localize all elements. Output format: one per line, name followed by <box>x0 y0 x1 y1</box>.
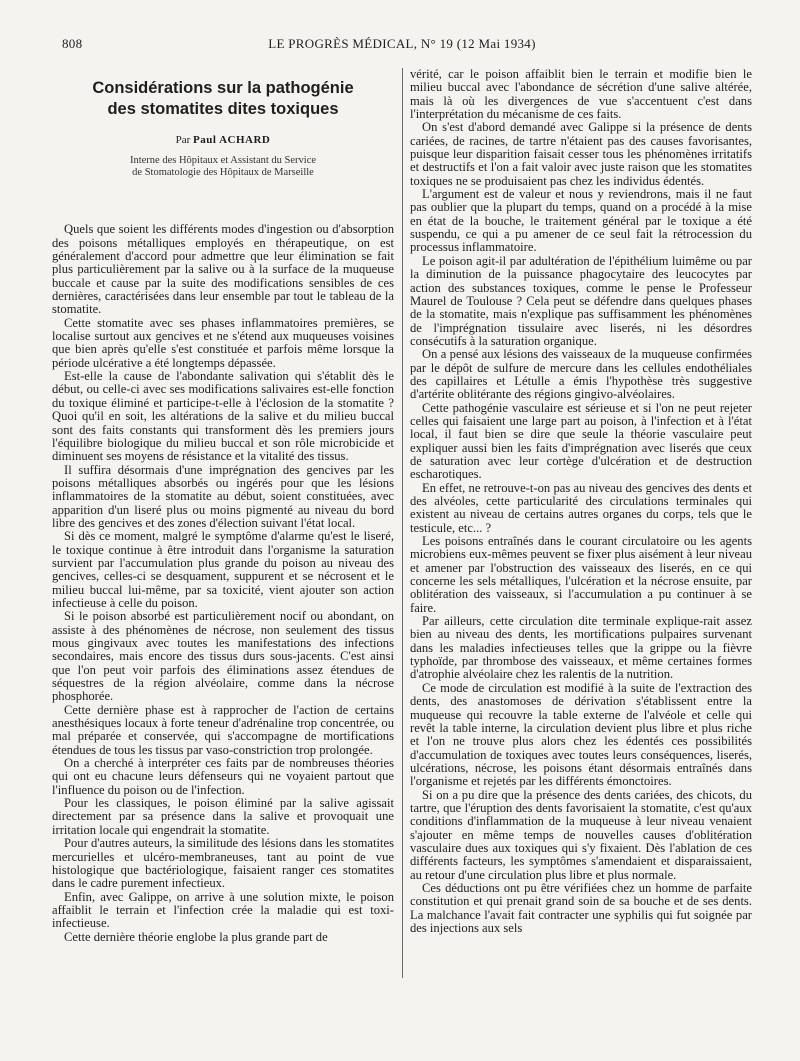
paragraph: Le poison agit-il par adultération de l'épithélium luimême ou par la diminution de la puissance phagocytaire des leucocytes par action des substances toxiques, comme le pense le Professeur Maurel de Toulouse ? Cela peut se défendre dans quelques phases de la stomatite, mais n'explique pas suffisamment les phénomènes de l'imprégnation tissulaire avec liserés, ni les désordres consécutifs à la saturation organique. <box>410 253 752 348</box>
paragraph: Si le poison absorbé est particulièrement nocif ou abondant, on assiste à des phénomènes de nécrose, non seulement des tissus mous gingivaux avec toutes les manifestations des infections secondaires, mais encore des tissus durs sous-jacents. C'est ainsi que l'on peut voir parfois des éliminations assez étendues de séquestres de la région alvéolaire, comme dans la nécrose phosphorée. <box>52 609 394 704</box>
paragraph: Les poisons entraînés dans le courant circulatoire ou les agents microbiens eux-mêmes peuvent se fixer plus aisément à leur niveau et amener par l'obstruction des vaisseaux des liserés, en ce qui concerne les sels métalliques, l'ulcération et la nécrose ensuite, par oblitération des vaisseaux, si l'accumulation a pu continuer à se faire. <box>410 534 752 615</box>
paragraph: Ces déductions ont pu être vérifiées chez un homme de parfaite constitution et qui prenait grand soin de sa bouche et de ses dents. La malchance l'avait fait contracter une syphilis qui fut soignée par des injections aux sels <box>410 880 752 935</box>
affiliation-line-2: de Stomatologie des Hôpitaux de Marseille <box>132 167 314 179</box>
paragraph: Cette dernière théorie englobe la plus grande part de <box>64 929 328 944</box>
paragraph: On a cherché à interpréter ces faits par de nombreuses théories qui ont eu chacune leurs défenseurs qui ne voyaient partout que l'influence du poison ou de l'infection. <box>52 756 394 797</box>
byline-prefix: Par <box>175 134 191 146</box>
right-column <box>410 68 752 935</box>
article-title-line-1: Considérations sur la pathogénie <box>92 79 354 97</box>
paragraph: Il suffira désormais d'une imprégnation des gencives par les poisons métalliques absorbés ou ingérés pour que les lésions inflammatoires de la stomatite au début, soient constituées, avec apparition d'un liseré plus ou moins pigmenté au niveau du bord libre des gencives et des zones d'élection suivant l'état local. <box>52 462 394 530</box>
paragraph: Cette pathogénie vasculaire est sérieuse et si l'on ne peut rejeter celles qui faisaient une large part au poison, à l'infection et à l'état local, il faut bien se dire que seule la théorie vasculaire peut expliquer aussi bien les faits d'imprégnation avec liserés que ceux de saturation avec leur cortège d'ulcération et de destruction escharotiques. <box>410 400 752 482</box>
paragraph: On a pensé aux lésions des vaisseaux de la muqueuse confirmées par le dépôt de sulfure de mercure dans les cellules endothéliales des capillaires et Létulle a émis l'hypothèse très suggestive d'artérite oblitérante des régions gingivo-alvéolaires. <box>410 347 752 402</box>
paragraph: Cette dernière phase est à rapprocher de l'action de certains anesthésiques locaux à forte teneur d'adrénaline trop concentrée, ou mal préparée et conservée, qui s'accompagne de mortifications étendues de tous les tissus par vaso-constriction trop prolongée. <box>52 702 394 757</box>
page-number: 808 <box>62 36 83 51</box>
paragraph: Pour les classiques, le poison éliminé par la salive agissait directement par sa présence dans la salive et provoquait une irritation locale qui engendrait la stomatite. <box>52 796 394 837</box>
paragraph: Enfin, avec Galippe, on arrive à une solution mixte, le poison affaiblit le terrain et l'infection crée la maladie qui est toxi-infectieuse. <box>52 889 394 931</box>
paragraph: Si dès ce moment, malgré le symptôme d'alarme qu'est le liseré, le toxique continue à être introduit dans l'organisme la saturation survient par l'accumulation plus grande du poison au niveau des gencives, celles-ci se desquament, suppurent et se nécrosent et le milieu buccal lui-même, par sa toxicité, vient ajouter son action infectieuse à celle du poison. <box>52 529 394 610</box>
article-title-line-2: des stomatites dites toxiques <box>107 100 339 118</box>
paragraph: Est-elle la cause de l'abondante salivation qui s'établit dès le début, ou celle-ci avec ses modifications salivaires est-elle fonction du toxique éliminé et participe-t-elle à l'éclosion de la stomatite ? Quoi qu'il en soit, les altérations de la salive et du milieu buccal sont des faits constants qui transforment dès les premiers jours l'équilibre biologique du milieu buccal et son rôle microbicide et diminuent ses moyens de résistance et la vitalité des tissus. <box>52 369 394 464</box>
running-title: LE PROGRÈS MÉDICAL, N° 19 (12 Mai 1934) <box>268 36 536 51</box>
paragraph: Si on a pu dire que la présence des dents cariées, des chicots, du tartre, que l'éruption des dents favorisaient la stomatite, c'est qu'aux conditions d'inflammation de la muqueuse à leur niveau venaient s'ajouter en même temps de nouvelles causes d'oblitération vasculaire dues aux toxiques qui s'y fixaient. Dès l'ablation de ces différents facteurs, les symptômes s'amendaient et disparaissaient, au retour d'une circulation plus libre et plus normale. <box>410 787 752 882</box>
paragraph: En effet, ne retrouve-t-on pas au niveau des gencives des dents et des alvéoles, cette particularité des circulations terminales qui existent au niveau de certains autres organes du corps, tels que le testicule, etc... ? <box>410 480 752 535</box>
paragraph: Pour d'autres auteurs, la similitude des lésions dans les stomatites mercurielles et ulcéro-membraneuses, tant au point de vue histologique que bactériologique, faisaient ranger ces stomatites dans le cadre purement infectieux. <box>52 836 394 891</box>
column-divider <box>402 68 403 978</box>
affiliation-line-1: Interne des Hôpitaux et Assistant du Service <box>129 155 317 167</box>
paragraph: On s'est d'abord demandé avec Galippe si la présence de dents cariées, de racines, de tartre n'étaient pas des causes favorisantes, puisque leur disparition faisait cesser tous les phénomènes irritatifs et destructifs et l'on a fait valoir avec juste raison que les stomatites toxiques ne se produisaient pas chez les individus édentés. <box>410 120 752 188</box>
paragraph: Cette stomatite avec ses phases inflammatoires premières, se localise surtout aux gencives et ne s'étend aux muqueuses voisines que bien après qu'elle s'est constituée et parfois même lorsque la période ulcérative a été longtemps dépassée. <box>52 315 394 370</box>
paragraph: Ce mode de circulation est modifié à la suite de l'extraction des dents, des anastomoses de dérivation s'établissent entre la muqueuse qui recouvre la table externe de l'alvéole et celle qui revêt la table interne, la circulation devient plus libre et plus riche et l'on ne trouve plus alors chez les édentés ces possibilités d'accumulation de toxiques avec toutes leurs conséquences, liserés, ulcérations, nécrose, les poisons étant désormais entraînés dans l'organisme et rejetés par les différents émonctoires. <box>410 680 752 789</box>
left-column <box>52 68 394 944</box>
paragraph: Quels que soient les différents modes d'ingestion ou d'absorption des poisons métalliques employés en thérapeutique, on est généralement d'accord pour admettre que leur élimination se fait plus particulièrement par la salive ou à la surface de la muqueuse buccale et cause par la suite des modifications sensibles de ces dernières, caractérisées dans leur ensemble par tout le tableau de la stomatite. <box>52 222 394 317</box>
paragraph: Par ailleurs, cette circulation dite terminale explique-rait assez bien au niveau des dents, les mortifications pulpaires survenant dans les maladies infectieuses telles que la grippe ou la fièvre typhoïde, par thrombose des vaisseaux, et même certaines formes d'atrophie alvéolaire chez les ralentis de la nutrition. <box>410 614 752 682</box>
byline <box>52 134 394 147</box>
article-title <box>52 78 394 120</box>
paragraph: L'argument est de valeur et nous y reviendrons, mais il ne faut pas oublier que la plupart du temps, quand on a procédé à la mise en état de la bouche, le traitement général par le toxique a été suspendu, ce qui a pu amener de ce seul fait la rétrocession du processus inflammatoire. <box>410 187 752 255</box>
author-affiliation <box>52 155 394 179</box>
paragraph: vérité, car le poison affaiblit bien le terrain et modifie bien le milieu buccal avec l'abondance de sécrétion d'une salive altérée, mais là où les divergences de vue s'accentuent c'est dans l'interprétation du mécanisme de ces faits. <box>410 67 752 122</box>
author-name: Paul ACHARD <box>193 134 271 146</box>
